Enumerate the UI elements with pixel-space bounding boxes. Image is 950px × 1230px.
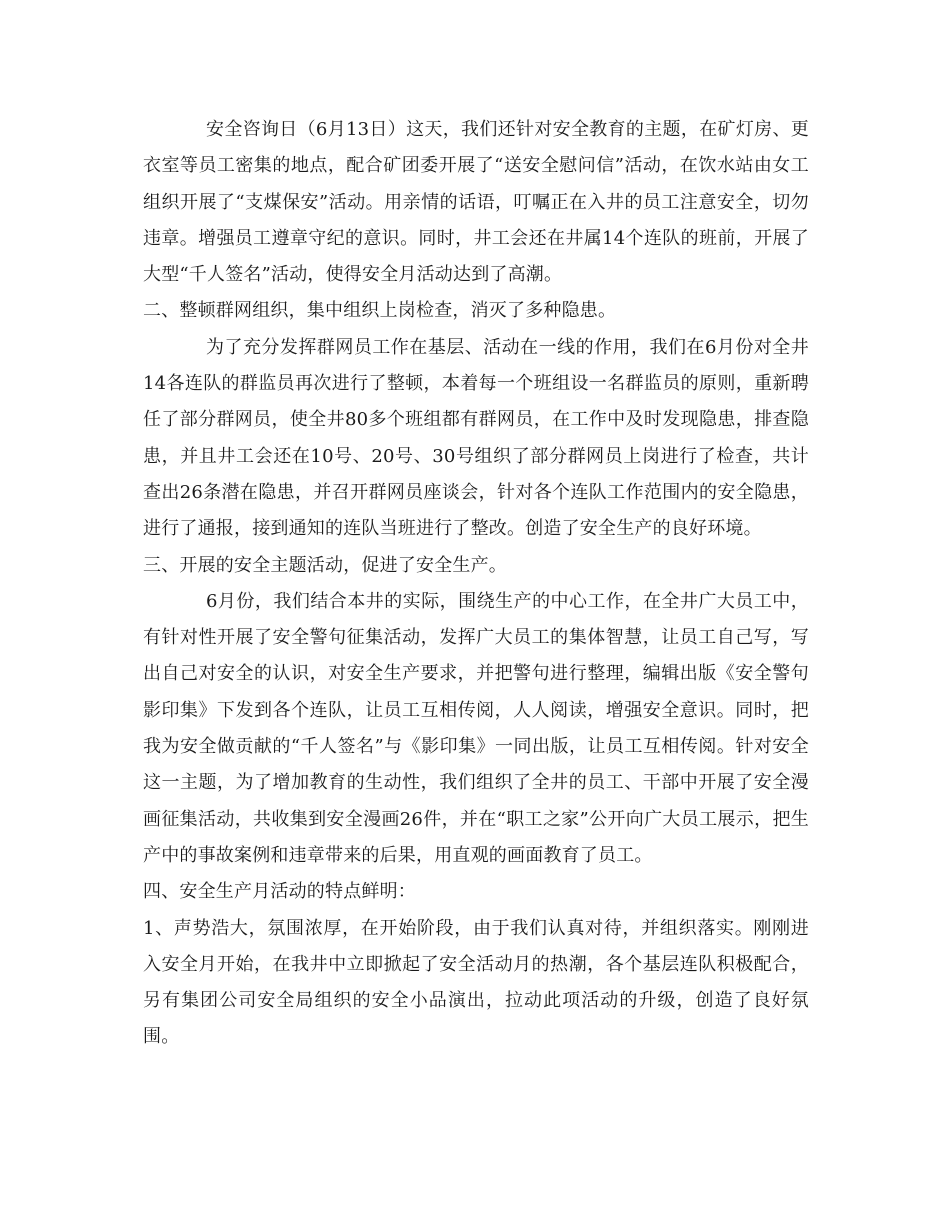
- paragraph-feature-1: 1、声势浩大，氛围浓厚，在开始阶段，由于我们认真对待，并组织落实。刚刚进入安全月开始，在我井中立即掀起了安全活动月的热潮，各个基层连队积极配合，另有集团公司安全局组织的安全小品演出，拉动此项活动的升级，创造了良好氛围。: [143, 917, 809, 1048]
- section-heading-2: 二、整顿群网组织，集中组织上岗检查，消灭了多种隐患。: [143, 300, 617, 322]
- paragraph-safety-theme-activities: 6月份，我们结合本井的实际，围绕生产的中心工作，在全井广大员工中，有针对性开展了安全警句征集活动，发挥广大员工的集体智慧，让员工自己写，写出自己对安全的认识，对安全生产要求，并把警句进行整理，编辑出版《安全警句影印集》下发到各个连队，让员工互相传阅，人人阅读，增强安全意识。同时，把我为安全做贡献的“千人签名”与《影印集》一同出版，让员工互相传阅。针对安全这一主题，为了增加教育的生动性，我们组织了全井的员工、干部中开展了安全漫画征集活动，共收集到安全漫画26件，并在“职工之家”公开向广大员工展示，把生产中的事故案例和违章带来的后果，用直观的画面教育了员工。: [143, 590, 809, 866]
- paragraph-group-network-rectification: 为了充分发挥群网员工作在基层、活动在一线的作用，我们在6月份对全井14各连队的群监员再次进行了整顿，本着每一个班组设一名群监员的原则，重新聘任了部分群网员，使全井80多个班组都有群网员，在工作中及时发现隐患，排查隐患，并且井工会还在10号、20号、30号组织了部分群网员上岗进行了检查，共计查出26条潜在隐患，并召开群网员座谈会，针对各个连队工作范围内的安全隐患，进行了通报，接到通知的连队当班进行了整改。创造了安全生产的良好环境。: [143, 336, 809, 540]
- document-body: [143, 112, 809, 1056]
- section-heading-4: 四、安全生产月活动的特点鲜明：: [143, 881, 416, 903]
- section-heading-3: 三、开展的安全主题活动，促进了安全生产。: [143, 554, 507, 576]
- paragraph-safety-consultation-day: 安全咨询日（6月13日）这天，我们还针对安全教育的主题，在矿灯房、更衣室等员工密集的地点，配合矿团委开展了“送安全慰问信”活动，在饮水站由女工组织开展了“支煤保安”活动。用亲情的话语，叮嘱正在入井的员工注意安全，切勿违章。增强员工遵章守纪的意识。同时，井工会还在井属14个连队的班前，开展了大型“千人签名”活动，使得安全月活动达到了高潮。: [143, 119, 809, 286]
